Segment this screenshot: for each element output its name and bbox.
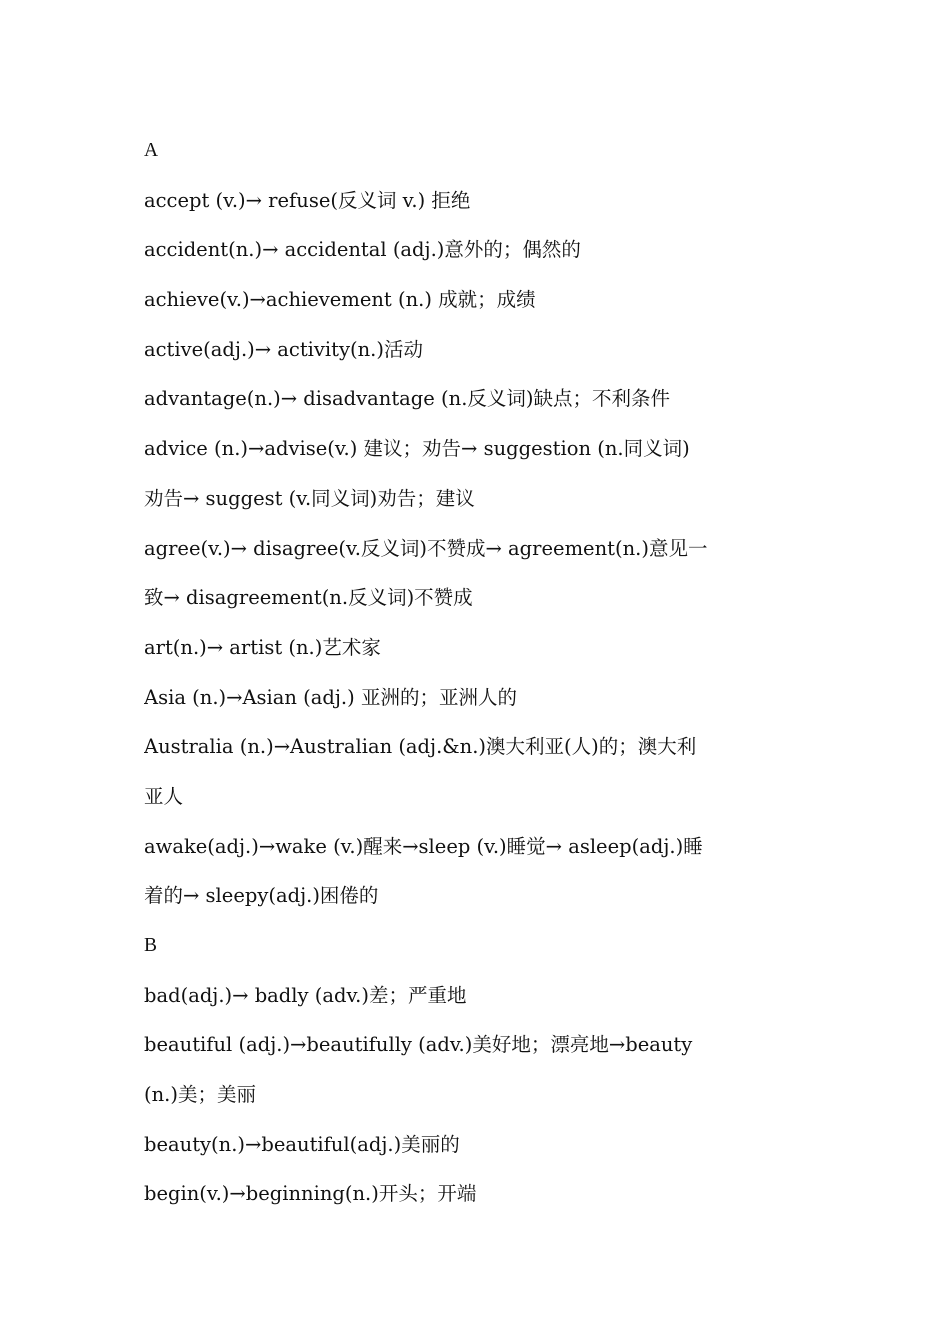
entry-line: awake(adj.)→wake (v.)醒来→sleep (v.)睡觉→ asleep(adj.)睡 bbox=[144, 834, 703, 858]
entry-line-continued: 着的→ sleepy(adj.)困倦的 bbox=[144, 884, 379, 908]
entry-line-continued: (n.)美；美丽 bbox=[144, 1083, 256, 1107]
entry-line: advantage(n.)→ disadvantage (n.反义词)缺点；不利条件 bbox=[144, 387, 670, 411]
entry-line-continued: 致→ disagreement(n.反义词)不赞成 bbox=[144, 586, 473, 610]
entry-line: active(adj.)→ activity(n.)活动 bbox=[144, 337, 423, 361]
entry-line: begin(v.)→beginning(n.)开头；开端 bbox=[144, 1182, 477, 1206]
entry-line: Australia (n.)→Australian (adj.&n.)澳大利亚(人)的；澳大利 bbox=[144, 735, 697, 759]
entry-line: accident(n.)→ accidental (adj.)意外的；偶然的 bbox=[144, 238, 581, 262]
entry-line: achieve(v.)→achievement (n.) 成就；成绩 bbox=[144, 288, 536, 312]
entry-line: bad(adj.)→ badly (adv.)差；严重地 bbox=[144, 983, 467, 1007]
entry-line: agree(v.)→ disagree(v.反义词)不赞成→ agreement(n.)意见一 bbox=[144, 536, 708, 560]
entry-line: Asia (n.)→Asian (adj.) 亚洲的；亚洲人的 bbox=[144, 685, 517, 709]
section-heading-b: B bbox=[144, 935, 158, 956]
entry-line: beautiful (adj.)→beautifully (adv.)美好地；漂亮地→beauty bbox=[144, 1033, 693, 1057]
entry-line: advice (n.)→advise(v.) 建议；劝告→ suggestion (n.同义词) bbox=[144, 437, 690, 461]
entry-line: art(n.)→ artist (n.)艺术家 bbox=[144, 635, 381, 659]
entry-line-continued: 劝告→ suggest (v.同义词)劝告；建议 bbox=[144, 486, 475, 510]
section-heading-a: A bbox=[144, 140, 159, 161]
entry-line: accept (v.)→ refuse(反义词 v.) 拒绝 bbox=[144, 188, 471, 212]
entry-line-continued: 亚人 bbox=[144, 784, 184, 808]
vocabulary-list bbox=[144, 126, 812, 1219]
entry-line: beauty(n.)→beautiful(adj.)美丽的 bbox=[144, 1132, 460, 1156]
